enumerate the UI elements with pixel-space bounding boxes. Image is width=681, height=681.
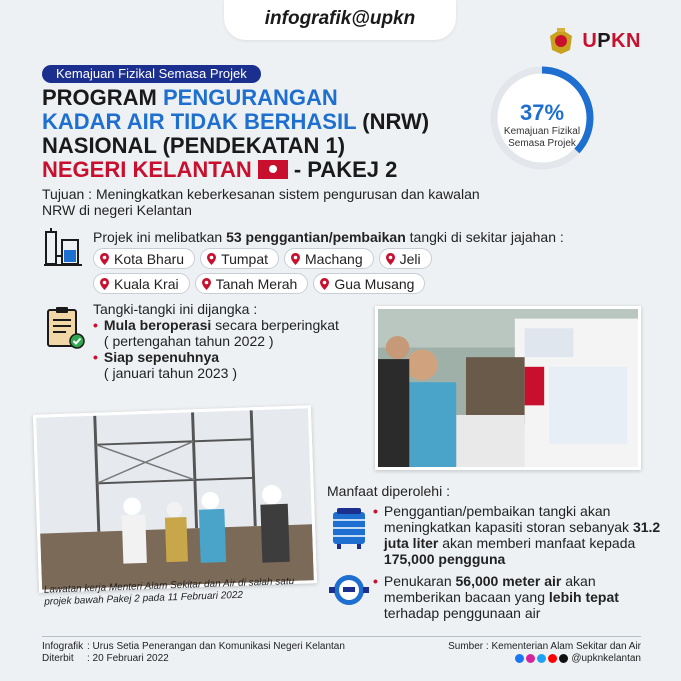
objective-text: Tujuan : Meningkatkan keberkesanan sistem pengurusan dan kawalan NRW di negeri Kelantan: [42, 186, 480, 218]
twitter-icon[interactable]: [537, 654, 546, 663]
kelantan-flag-icon: [258, 160, 288, 179]
location-pin-icon: [386, 253, 395, 265]
page-title: PROGRAM PENGURANGAN KADAR AIR TIDAK BERHASIL (NRW) NASIONAL (PENDEKATAN 1) NEGERI KELANTAN - PAKEJ 2: [42, 85, 430, 182]
header-tab: [224, 0, 456, 40]
location-chip: Tanah Merah: [195, 273, 309, 294]
location-chip: Gua Musang: [313, 273, 425, 294]
progress-text: [488, 100, 596, 150]
section-pill: Kemajuan Fizikal Semasa Projek: [42, 65, 261, 83]
progress-value: 37%: [519, 100, 565, 125]
tiktok-icon[interactable]: [559, 654, 568, 663]
location-list: [93, 248, 473, 294]
timeline-item: • Mula beroperasi secara berperingkat ( pertengahan tahun 2022 ): [93, 317, 339, 349]
timeline-section: [93, 301, 343, 381]
location-pin-icon: [100, 278, 109, 290]
timeline-item: • Siap sepenuhnya ( januari tahun 2023 ): [93, 349, 237, 381]
exhibition-photo: [375, 306, 641, 470]
photo-caption: Lawatan kerja Menteri Alam Sekitar dan Air di salah satu projek bawah Pakej 2 pada 11 Februari 2022: [43, 575, 295, 608]
timeline-heading: Tangki-tangki ini dijangka :: [93, 301, 258, 317]
logos: [546, 26, 641, 56]
location-chip: Jeli: [379, 248, 432, 269]
facebook-icon[interactable]: [515, 654, 524, 663]
youtube-icon[interactable]: [548, 654, 557, 663]
footer-credits: Infografik : Urus Setia Penerangan dan Komunikasi Negeri Kelantan Diterbit : 20 Februari 2022: [42, 641, 345, 664]
social-icons: [515, 654, 568, 663]
location-pin-icon: [207, 253, 216, 265]
header-title: infografik@upkn: [264, 8, 416, 29]
social-handle[interactable]: @upknkelantan: [571, 653, 641, 664]
site-visit-photo: [33, 405, 317, 593]
benefits-heading: Manfaat diperolehi :: [327, 483, 450, 499]
location-pin-icon: [100, 253, 109, 265]
footer-divider: [42, 636, 641, 637]
checklist-clipboard-icon: [44, 306, 86, 350]
location-pin-icon: [202, 278, 211, 290]
storage-tank-icon: [329, 504, 369, 550]
location-pin-icon: [320, 278, 329, 290]
crest-icon: [546, 26, 576, 56]
location-chip: Kota Bharu: [93, 248, 195, 269]
instagram-icon[interactable]: [526, 654, 535, 663]
progress-label: Kemajuan Fizikal Semasa Projek: [503, 126, 581, 149]
benefit-item: • Penggantian/pembaikan tangki akan meningkatkan kapasiti storan sebanyak 31.2 juta liter akan memberi manfaat kepada 175,000 pengguna: [373, 503, 661, 567]
location-pin-icon: [291, 253, 300, 265]
location-chip: Kuala Krai: [93, 273, 190, 294]
water-meter-icon: [329, 570, 369, 610]
location-chip: Tumpat: [200, 248, 279, 269]
benefit-item: • Penukaran 56,000 meter air akan memberikan bacaan yang lebih tepat terhadap penggunaan air: [373, 573, 619, 621]
water-tank-icon: [42, 226, 84, 268]
upkn-logo: UPKN: [582, 29, 641, 52]
project-scope: Projek ini melibatkan 53 penggantian/pembaikan tangki di sekitar jajahan :: [93, 229, 564, 245]
footer-source: Sumber : Kementerian Alam Sekitar dan Air @upknkelantan: [448, 641, 641, 664]
location-chip: Machang: [284, 248, 374, 269]
